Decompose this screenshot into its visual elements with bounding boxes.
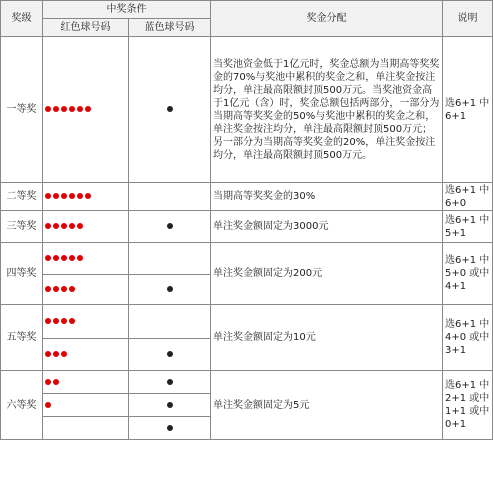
blue-ball-icon — [167, 379, 173, 385]
prize-distribution: 当期高等奖奖金的30% — [211, 183, 443, 211]
prize-row — [1, 183, 493, 211]
red-ball-cell — [43, 394, 129, 417]
prize-level: 一等奖 — [1, 37, 43, 183]
red-balls — [45, 223, 83, 229]
prize-distribution: 单注奖金额固定为3000元 — [211, 211, 443, 243]
red-ball-icon — [53, 351, 59, 357]
prize-level: 六等奖 — [1, 371, 43, 440]
prize-distribution: 当奖池资金低于1亿元时，奖金总额为当期高等奖奖金的70%与奖池中累积的奖金之和，单注奖金按注均分，单注最高限额封顶500万元。当奖池资金高于1亿元（含）时，奖金总额包括两部分，一部分为当期高等奖奖金的50%与奖池中累积的奖金之和，单注奖金按注均分，单注最高限额封顶500万元；另一部分为当期高等奖奖金的20%，单注奖金按注均分，单注最高限额封顶500万元。 — [211, 37, 443, 183]
red-balls — [45, 351, 67, 357]
blue-ball-icon — [167, 402, 173, 408]
blue-ball-cell — [129, 339, 211, 371]
red-ball-icon — [61, 106, 67, 112]
blue-ball-cell — [129, 305, 211, 339]
prize-row — [1, 305, 493, 339]
red-ball-cell — [43, 305, 129, 339]
red-ball-cell — [43, 183, 129, 211]
header-level: 奖级 — [1, 1, 43, 37]
red-ball-icon — [53, 318, 59, 324]
red-ball-icon — [77, 255, 83, 261]
prize-note: 选6+1 中6+0 — [443, 183, 493, 211]
prize-note: 选6+1 中6+1 — [443, 37, 493, 183]
red-ball-cell — [43, 371, 129, 394]
red-balls — [45, 402, 51, 408]
prize-distribution: 单注奖金额固定为5元 — [211, 371, 443, 440]
blue-ball-icon — [167, 351, 173, 357]
header-distribution: 奖金分配 — [211, 1, 443, 37]
blue-balls — [167, 351, 173, 357]
red-ball-cell — [43, 37, 129, 183]
red-ball-icon — [45, 286, 51, 292]
red-ball-icon — [69, 318, 75, 324]
red-ball-icon — [53, 255, 59, 261]
prize-distribution: 单注奖金额固定为10元 — [211, 305, 443, 371]
blue-ball-icon — [167, 286, 173, 292]
red-ball-icon — [45, 318, 51, 324]
red-ball-cell — [43, 243, 129, 275]
red-ball-icon — [53, 223, 59, 229]
red-ball-icon — [53, 379, 59, 385]
header-blue: 蓝色球号码 — [129, 19, 211, 37]
red-ball-icon — [45, 255, 51, 261]
blue-ball-cell — [129, 183, 211, 211]
red-ball-icon — [53, 193, 59, 199]
prize-note: 选6+1 中4+0 或中 3+1 — [443, 305, 493, 371]
red-ball-icon — [69, 223, 75, 229]
red-ball-icon — [61, 255, 67, 261]
prize-note: 选6+1 中5+0 或中 4+1 — [443, 243, 493, 305]
red-ball-cell — [43, 275, 129, 305]
prize-distribution: 单注奖金额固定为200元 — [211, 243, 443, 305]
prize-row — [1, 37, 493, 183]
red-ball-icon — [45, 106, 51, 112]
red-ball-icon — [53, 106, 59, 112]
blue-ball-cell — [129, 394, 211, 417]
blue-ball-cell — [129, 37, 211, 183]
red-ball-icon — [45, 351, 51, 357]
red-ball-icon — [45, 223, 51, 229]
red-ball-icon — [61, 351, 67, 357]
blue-balls — [167, 402, 173, 408]
red-balls — [45, 379, 59, 385]
blue-ball-icon — [167, 425, 173, 431]
header-conditions: 中奖条件 — [43, 1, 211, 19]
blue-ball-cell — [129, 211, 211, 243]
red-ball-icon — [61, 223, 67, 229]
red-ball-icon — [69, 286, 75, 292]
prize-row — [1, 243, 493, 275]
blue-ball-icon — [167, 223, 173, 229]
prize-note: 选6+1 中5+1 — [443, 211, 493, 243]
red-ball-icon — [61, 286, 67, 292]
blue-ball-cell — [129, 417, 211, 440]
red-balls — [45, 318, 75, 324]
red-ball-icon — [77, 223, 83, 229]
red-ball-icon — [77, 193, 83, 199]
red-ball-cell — [43, 339, 129, 371]
blue-ball-cell — [129, 371, 211, 394]
red-ball-icon — [69, 255, 75, 261]
red-ball-icon — [45, 379, 51, 385]
red-balls — [45, 286, 75, 292]
prize-level: 二等奖 — [1, 183, 43, 211]
header-red: 红色球号码 — [43, 19, 129, 37]
red-balls — [45, 106, 91, 112]
blue-balls — [167, 106, 173, 112]
blue-ball-icon — [167, 106, 173, 112]
table-body — [1, 37, 493, 440]
red-ball-icon — [61, 318, 67, 324]
red-ball-cell — [43, 211, 129, 243]
red-ball-icon — [61, 193, 67, 199]
red-ball-icon — [85, 193, 91, 199]
blue-balls — [167, 223, 173, 229]
prize-level: 三等奖 — [1, 211, 43, 243]
red-ball-icon — [69, 106, 75, 112]
red-ball-icon — [77, 106, 83, 112]
red-ball-icon — [45, 402, 51, 408]
header-note: 说明 — [443, 1, 493, 37]
red-ball-icon — [85, 106, 91, 112]
red-ball-icon — [45, 193, 51, 199]
blue-balls — [167, 425, 173, 431]
red-balls — [45, 255, 83, 261]
red-ball-cell — [43, 417, 129, 440]
blue-balls — [167, 379, 173, 385]
blue-ball-cell — [129, 275, 211, 305]
prize-row — [1, 371, 493, 394]
prize-note: 选6+1 中2+1 或中 1+1 或中 0+1 — [443, 371, 493, 440]
red-balls — [45, 193, 91, 199]
red-ball-icon — [53, 286, 59, 292]
red-ball-icon — [69, 193, 75, 199]
prize-level: 四等奖 — [1, 243, 43, 305]
prize-level: 五等奖 — [1, 305, 43, 371]
prize-row — [1, 211, 493, 243]
blue-ball-cell — [129, 243, 211, 275]
blue-balls — [167, 286, 173, 292]
